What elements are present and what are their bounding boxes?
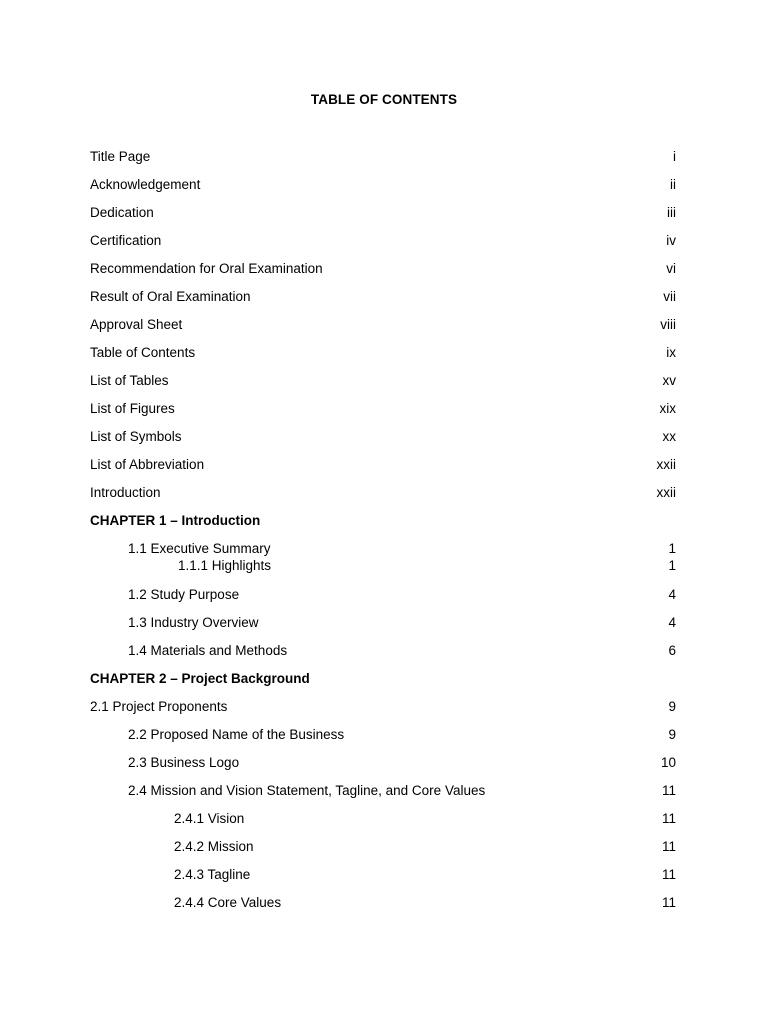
toc-entry-page: 11 xyxy=(661,783,676,798)
toc-entry-label: Recommendation for Oral Examination xyxy=(90,261,323,276)
toc-entry-page: 11 xyxy=(661,839,676,854)
toc-entry xyxy=(90,614,676,632)
toc-entry-page: i xyxy=(673,149,676,164)
toc-entry-label: 1.1.1 Highlights xyxy=(178,558,272,573)
toc-entry xyxy=(90,428,676,446)
toc-entry-label: 1.4 Materials and Methods xyxy=(128,643,288,658)
toc-entry-label: 1.3 Industry Overview xyxy=(128,615,259,630)
toc-entry-page: ii xyxy=(670,177,676,192)
toc-entry-page: xx xyxy=(662,429,676,444)
toc-entry xyxy=(90,176,676,194)
page-title: TABLE OF CONTENTS xyxy=(310,92,458,107)
toc-entry xyxy=(90,148,676,166)
toc-entry-label: Introduction xyxy=(90,485,161,500)
toc-entry-page: 1 xyxy=(668,541,676,556)
toc-entry-page: vii xyxy=(663,289,676,304)
toc-entry-page: 11 xyxy=(661,811,676,826)
toc-entry-label: Table of Contents xyxy=(90,345,196,360)
toc-entry-label: 2.4.3 Tagline xyxy=(174,867,251,882)
toc-entry-label: List of Tables xyxy=(90,373,169,388)
toc-entry-label: Dedication xyxy=(90,205,154,220)
toc-entry xyxy=(90,810,676,828)
toc-entry-page: 4 xyxy=(668,615,676,630)
toc-entry xyxy=(90,642,676,660)
toc-entry xyxy=(90,838,676,856)
toc-entry-label: 2.1 Project Proponents xyxy=(90,699,228,714)
toc-entry-label: Certification xyxy=(90,233,162,248)
toc-entry xyxy=(90,400,676,418)
toc-entry xyxy=(90,288,676,306)
toc-entry xyxy=(90,456,676,474)
toc-entry-label: Result of Oral Examination xyxy=(90,289,251,304)
toc-entry-page: viii xyxy=(660,317,676,332)
toc-entry-page: 11 xyxy=(661,867,676,882)
toc-entry-label: 2.4.1 Vision xyxy=(174,811,245,826)
toc-entry xyxy=(90,540,676,558)
toc-entry xyxy=(90,316,676,334)
toc-entry-page: iii xyxy=(667,205,676,220)
toc-entry-label: 2.4.2 Mission xyxy=(174,839,254,854)
toc-entry xyxy=(90,372,676,390)
toc-entry-page: 1 xyxy=(668,558,676,573)
toc-entry-page: xix xyxy=(659,401,676,416)
chapter-heading-label: CHAPTER 1 – Introduction xyxy=(90,513,261,528)
toc-entry xyxy=(90,586,676,604)
toc-entry xyxy=(90,866,676,884)
toc-entry-label: 2.4 Mission and Vision Statement, Tagline, and Core Values xyxy=(128,783,486,798)
toc-entry-label: 2.3 Business Logo xyxy=(128,755,240,770)
toc-entry-page: 9 xyxy=(668,727,676,742)
toc-entry-label: List of Abbreviation xyxy=(90,457,205,472)
toc-entry-page: xxii xyxy=(656,485,676,500)
toc-entry-page: vi xyxy=(666,261,676,276)
toc-entry-label: 1.2 Study Purpose xyxy=(128,587,240,602)
toc-entry-label: 2.4.4 Core Values xyxy=(174,895,282,910)
toc-entry-page: xv xyxy=(662,373,676,388)
toc-entry xyxy=(90,698,676,716)
toc-entry xyxy=(90,232,676,250)
toc-entry-label: Acknowledgement xyxy=(90,177,201,192)
toc-entry-page: 11 xyxy=(661,895,676,910)
toc-chapter-heading xyxy=(90,512,676,530)
toc-chapter-heading xyxy=(90,670,676,688)
toc-entry-label: List of Figures xyxy=(90,401,175,416)
toc-entry xyxy=(90,484,676,502)
toc-entry-label: 2.2 Proposed Name of the Business xyxy=(128,727,345,742)
toc-entry-page: 6 xyxy=(668,643,676,658)
toc-entry xyxy=(90,782,676,800)
toc-entry-label: Approval Sheet xyxy=(90,317,183,332)
toc-entry-label: 1.1 Executive Summary xyxy=(128,541,271,556)
toc-entry xyxy=(90,557,676,575)
toc-entry xyxy=(90,260,676,278)
toc-entry xyxy=(90,726,676,744)
toc-entry-page: xxii xyxy=(656,457,676,472)
toc-entry-page: 4 xyxy=(668,587,676,602)
chapter-heading-label: CHAPTER 2 – Project Background xyxy=(90,671,310,686)
toc-entry-label: List of Symbols xyxy=(90,429,182,444)
toc-entry xyxy=(90,754,676,772)
toc-entry xyxy=(90,204,676,222)
toc-entry-page: ix xyxy=(666,345,676,360)
toc-entry-page: 9 xyxy=(668,699,676,714)
toc-entry-page: 10 xyxy=(660,755,676,770)
toc-entry xyxy=(90,344,676,362)
toc-entry-page: iv xyxy=(666,233,676,248)
toc-entry xyxy=(90,894,676,912)
toc-entry-label: Title Page xyxy=(90,149,151,164)
